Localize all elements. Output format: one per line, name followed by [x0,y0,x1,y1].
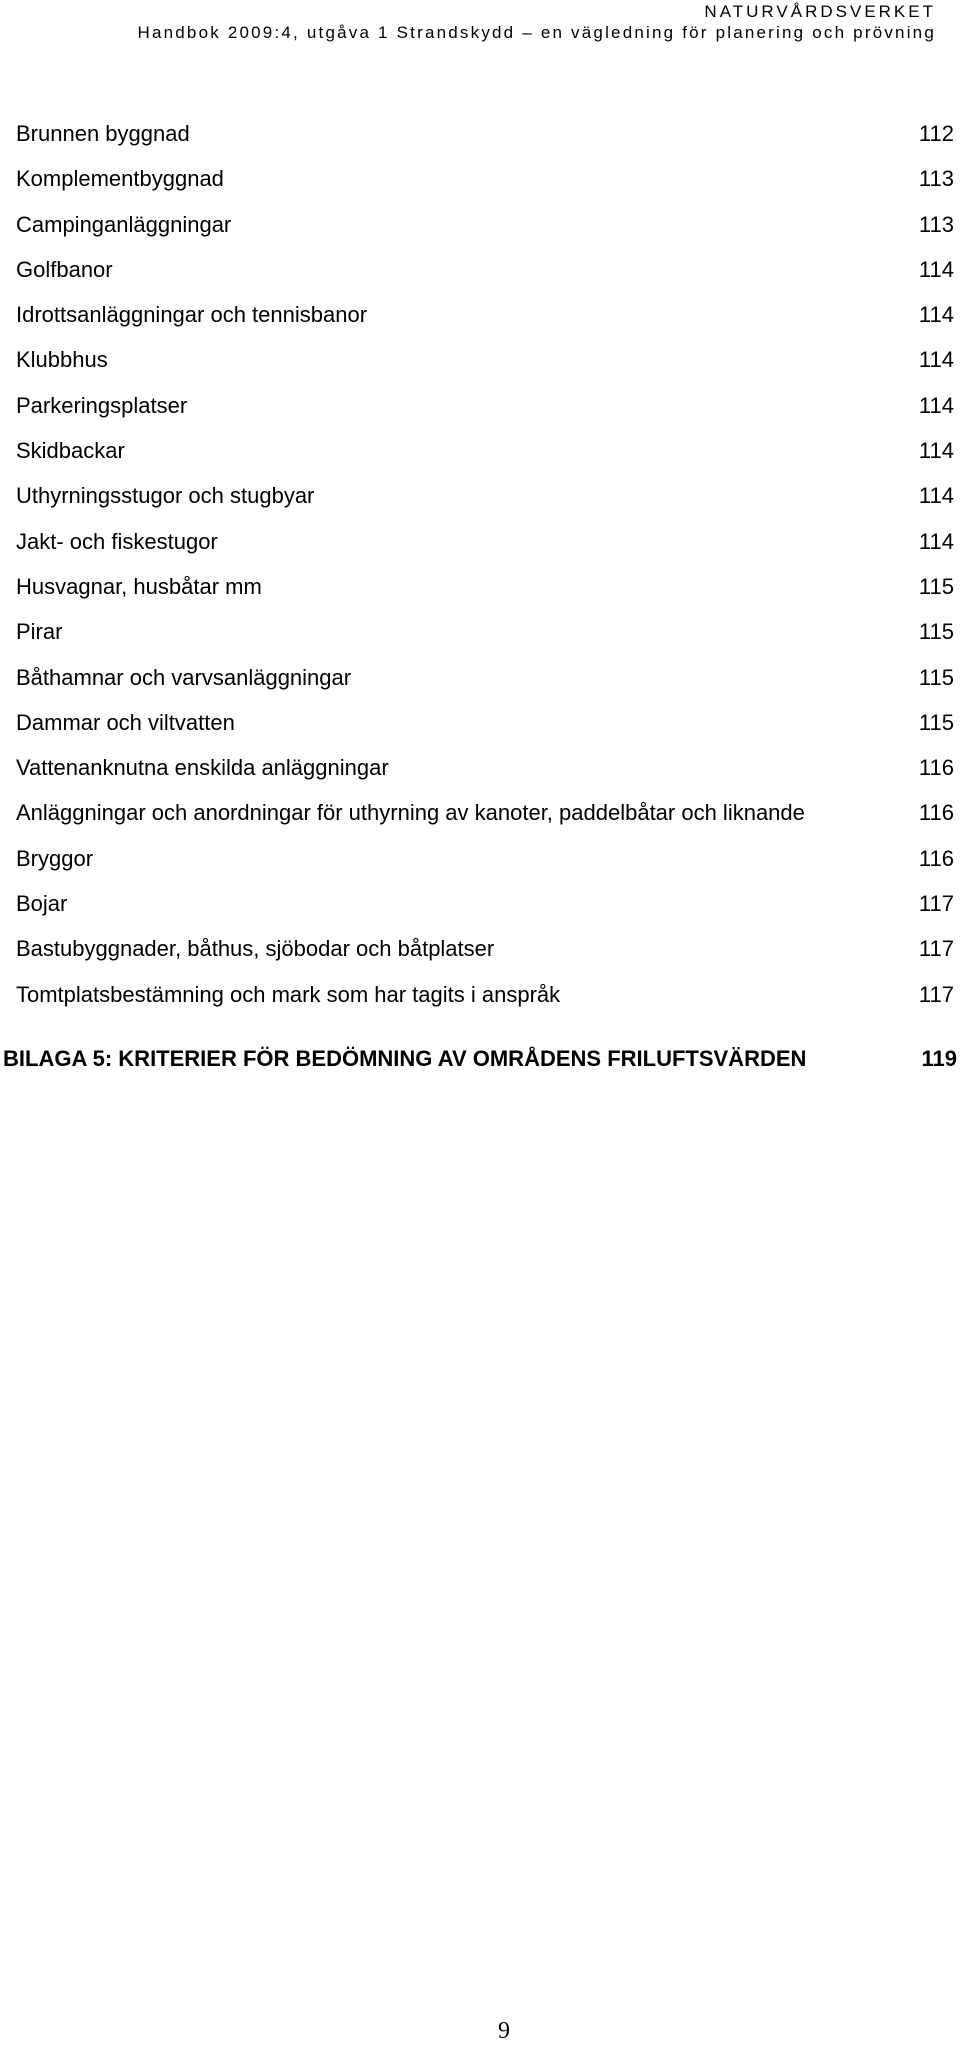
toc-entry-title: Bryggor [16,845,94,871]
header-organization: NATURVÅRDSVERKET [704,2,936,21]
toc-entry-title: Skidbackar [16,438,125,464]
toc-entry[interactable] [16,473,954,518]
toc-entry-page: 114 [918,256,954,282]
toc-entry-page: 117 [918,981,954,1007]
toc-entry[interactable] [16,292,954,337]
toc-entry-title: Dammar och viltvatten [16,709,235,735]
toc-entry-page: 115 [918,619,954,645]
toc-entry[interactable] [16,745,954,790]
toc-entry[interactable] [16,926,954,971]
toc-entry-title: Tomtplatsbestämning och mark som har tagits i anspråk [16,981,561,1007]
toc-entry-title: Jakt- och fiskestugor [16,528,218,554]
toc-entry-title: Komplementbyggnad [16,166,224,192]
toc-entry-title: Idrottsanläggningar och tennisbanor [16,302,368,328]
toc-entry[interactable] [16,156,954,201]
toc-entry[interactable] [16,972,954,1017]
toc-appendix-page: 119 [921,1046,957,1071]
toc-entry-title: Parkeringsplatser [16,392,188,418]
toc-entry[interactable] [16,836,954,881]
toc-entry-page: 116 [918,800,954,826]
toc-entry[interactable] [16,881,954,926]
toc-entry[interactable] [16,519,954,564]
toc-entry-page: 114 [918,302,954,328]
toc-entry[interactable] [16,202,954,247]
toc-entry-title: Brunnen byggnad [16,121,190,146]
toc-entry-page: 114 [918,528,954,554]
toc-entry-title: Båthamnar och varvsanläggningar [16,664,352,690]
page-number: 9 [498,2018,510,2044]
toc-entry-page: 116 [918,845,954,871]
toc-entry-page: 113 [918,211,954,237]
toc-entry-page: 114 [918,438,954,464]
toc-entry[interactable] [16,247,954,292]
toc-entry-page: 114 [918,392,954,418]
toc-entry[interactable] [16,609,954,654]
toc-entry-page: 113 [918,166,954,192]
toc-entry[interactable] [16,564,954,609]
toc-entry-page: 116 [918,755,954,781]
toc-entry-page: 115 [918,709,954,735]
table-of-contents [16,111,954,1017]
toc-entry-title: Anläggningar och anordningar för uthyrning av kanoter, paddelbåtar och liknande [16,800,805,826]
toc-entry-page: 115 [918,573,954,599]
toc-entry[interactable] [16,790,954,835]
toc-entry-title: Bojar [16,891,68,917]
toc-entry-title: Campinganläggningar [16,211,232,237]
toc-entry[interactable] [16,428,954,473]
toc-entry-title: Uthyrningsstugor och stugbyar [16,483,315,509]
toc-entry-page: 114 [918,483,954,509]
toc-entry-title: Bastubyggnader, båthus, sjöbodar och båtplatser [16,936,495,962]
toc-entry-page: 117 [918,936,954,962]
toc-entry[interactable] [16,337,954,382]
toc-entry-page: 115 [918,664,954,690]
toc-entry-page: 112 [918,121,954,146]
page-header [137,0,936,44]
toc-entry-page: 117 [918,891,954,917]
toc-entry[interactable] [16,111,954,156]
header-subtitle: Handbok 2009:4, utgåva 1 Strandskydd – en vägledning för planering och prövning [137,23,936,42]
toc-entry-title: Golfbanor [16,256,113,282]
toc-entry[interactable] [16,700,954,745]
toc-appendix-title: BILAGA 5: KRITERIER FÖR BEDÖMNING AV OMRÅDENS FRILUFTSVÄRDEN [3,1046,807,1071]
toc-appendix-entry[interactable] [3,1046,957,1072]
toc-entry-title: Klubbhus [16,347,108,373]
toc-entry-title: Husvagnar, husbåtar mm [16,573,262,599]
toc-entry[interactable] [16,655,954,700]
toc-entry-title: Pirar [16,619,63,645]
toc-entry-page: 114 [918,347,954,373]
toc-entry-title: Vattenanknutna enskilda anläggningar [16,755,389,781]
toc-entry[interactable] [16,383,954,428]
